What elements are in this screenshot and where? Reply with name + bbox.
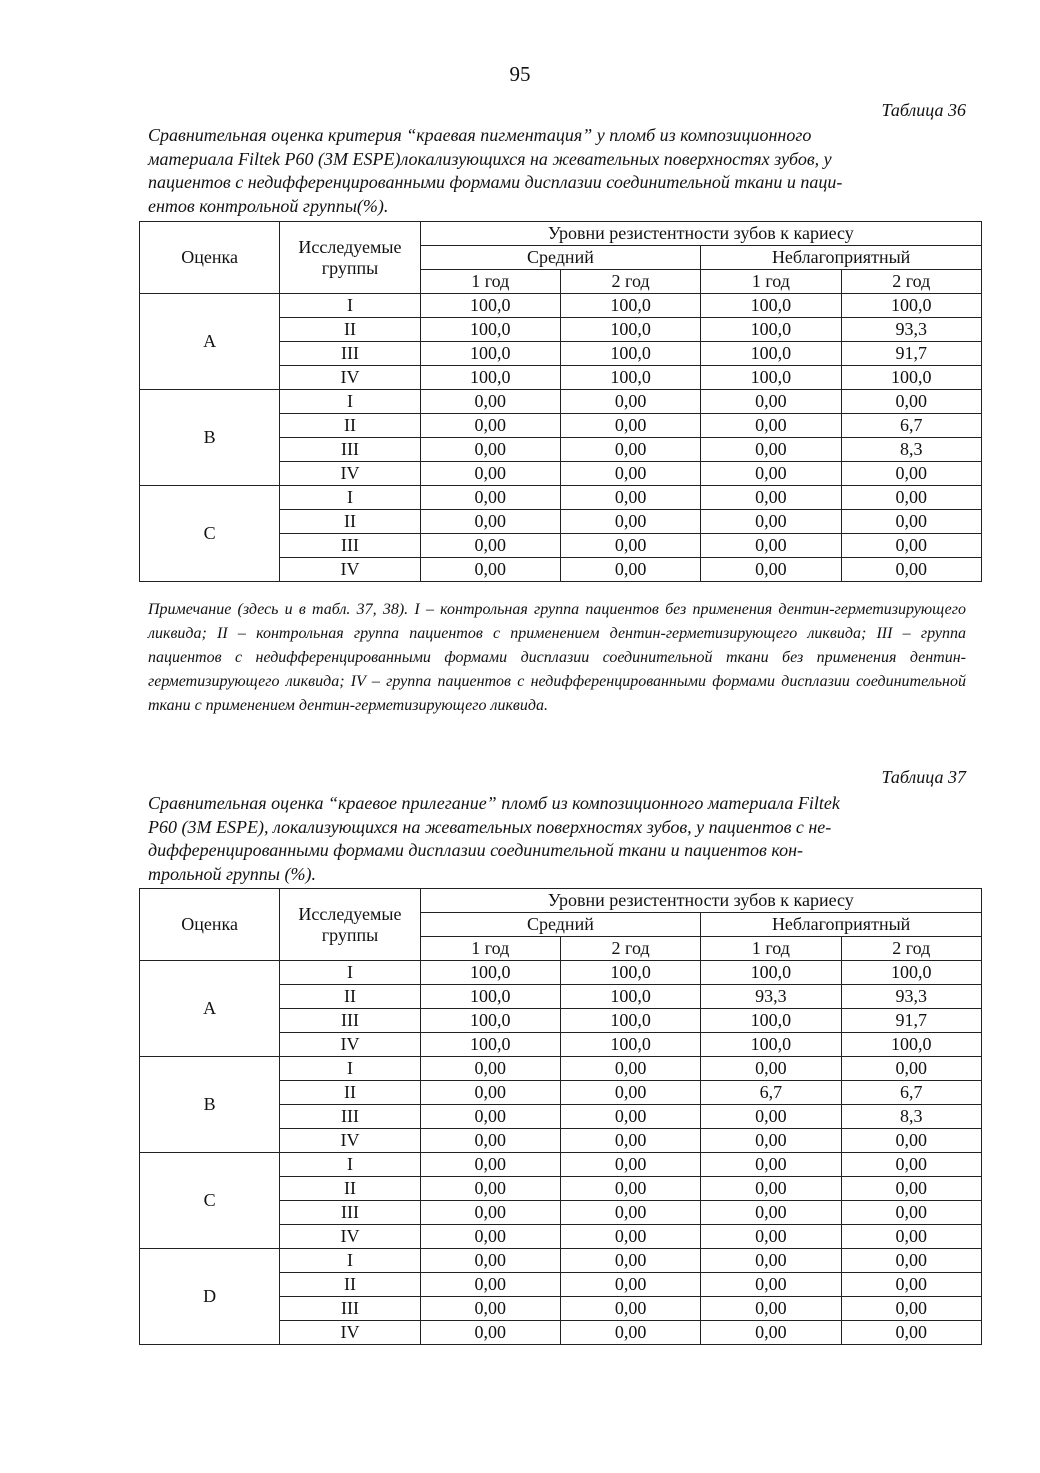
- value-cell: 0,00: [420, 438, 560, 462]
- page-number: 95: [509, 62, 531, 86]
- value-cell: 93,3: [701, 985, 841, 1009]
- table36-label: Таблица 36: [881, 100, 966, 120]
- caption-line: Сравнительная оценка критерия “краевая пигментация” у пломб из композиционного: [148, 125, 812, 145]
- value-cell: 0,00: [420, 1129, 560, 1153]
- value-cell: 0,00: [560, 1129, 700, 1153]
- group-cell: III: [280, 1201, 420, 1225]
- value-cell: 0,00: [701, 534, 841, 558]
- value-cell: 100,0: [841, 1033, 981, 1057]
- value-cell: 0,00: [701, 510, 841, 534]
- value-cell: 100,0: [420, 342, 560, 366]
- grade-cell: B: [140, 390, 280, 486]
- value-cell: 0,00: [420, 1153, 560, 1177]
- group-cell: I: [280, 486, 420, 510]
- value-cell: 0,00: [560, 1201, 700, 1225]
- grade-cell: A: [140, 294, 280, 390]
- value-cell: 6,7: [841, 1081, 981, 1105]
- caption-line: трольной группы (%).: [148, 863, 316, 884]
- group-cell: II: [280, 1273, 420, 1297]
- value-cell: 0,00: [420, 1057, 560, 1081]
- value-cell: 100,0: [841, 961, 981, 985]
- value-cell: 0,00: [420, 1273, 560, 1297]
- table-row: [140, 961, 982, 985]
- value-cell: 0,00: [841, 1225, 981, 1249]
- header-year: 1 год: [420, 270, 560, 294]
- table-row: [140, 294, 982, 318]
- value-cell: 93,3: [841, 985, 981, 1009]
- value-cell: 0,00: [420, 414, 560, 438]
- group-cell: II: [280, 1177, 420, 1201]
- group-cell: III: [280, 342, 420, 366]
- value-cell: 100,0: [701, 366, 841, 390]
- value-cell: 0,00: [560, 1081, 700, 1105]
- value-cell: 8,3: [841, 1105, 981, 1129]
- value-cell: 0,00: [701, 1297, 841, 1321]
- value-cell: 0,00: [841, 1177, 981, 1201]
- value-cell: 0,00: [841, 558, 981, 582]
- value-cell: 0,00: [701, 1129, 841, 1153]
- value-cell: 0,00: [420, 1201, 560, 1225]
- value-cell: 100,0: [420, 318, 560, 342]
- table36-body: [140, 294, 982, 582]
- value-cell: 100,0: [701, 961, 841, 985]
- value-cell: 0,00: [841, 510, 981, 534]
- value-cell: 6,7: [841, 414, 981, 438]
- value-cell: 100,0: [420, 961, 560, 985]
- header-year: 1 год: [701, 937, 841, 961]
- caption-line: P60 (3M ESPE), локализующихся на жевательных поверхностях зубов, у пациентов с не-: [148, 816, 832, 837]
- value-cell: 0,00: [841, 390, 981, 414]
- group-cell: IV: [280, 1033, 420, 1057]
- value-cell: 0,00: [701, 1057, 841, 1081]
- caption-line: Сравнительная оценка “краевое прилегание” пломб из композиционного материала Filtek: [148, 793, 840, 813]
- value-cell: 100,0: [560, 1033, 700, 1057]
- value-cell: 0,00: [420, 1321, 560, 1345]
- table-row: [140, 1249, 982, 1273]
- value-cell: 0,00: [701, 558, 841, 582]
- table-row: [140, 1057, 982, 1081]
- value-cell: 0,00: [560, 1225, 700, 1249]
- table-row: [140, 486, 982, 510]
- value-cell: 0,00: [420, 558, 560, 582]
- grade-cell: C: [140, 486, 280, 582]
- group-cell: II: [280, 1081, 420, 1105]
- caption-line: ентов контрольной группы(%).: [148, 195, 389, 216]
- group-cell: III: [280, 534, 420, 558]
- value-cell: 0,00: [841, 462, 981, 486]
- value-cell: 100,0: [560, 961, 700, 985]
- value-cell: 100,0: [420, 294, 560, 318]
- grade-cell: C: [140, 1153, 280, 1249]
- header-bad: Неблагоприятный: [701, 913, 982, 937]
- group-cell: IV: [280, 366, 420, 390]
- value-cell: 0,00: [420, 1177, 560, 1201]
- value-cell: 0,00: [701, 414, 841, 438]
- value-cell: 100,0: [420, 985, 560, 1009]
- value-cell: 0,00: [560, 1297, 700, 1321]
- header-grade: Оценка: [140, 222, 280, 294]
- value-cell: 0,00: [560, 1273, 700, 1297]
- header-group: Исследуемые группы: [280, 222, 420, 294]
- header-year: 2 год: [560, 937, 700, 961]
- value-cell: 0,00: [841, 1273, 981, 1297]
- table36: [139, 221, 982, 582]
- value-cell: 0,00: [560, 510, 700, 534]
- value-cell: 0,00: [560, 438, 700, 462]
- value-cell: 0,00: [420, 1297, 560, 1321]
- value-cell: 0,00: [841, 1297, 981, 1321]
- value-cell: 0,00: [560, 414, 700, 438]
- value-cell: 0,00: [560, 1321, 700, 1345]
- table-row: [140, 1153, 982, 1177]
- value-cell: 0,00: [841, 1129, 981, 1153]
- header-year: 2 год: [560, 270, 700, 294]
- value-cell: 8,3: [841, 438, 981, 462]
- table37: [139, 888, 982, 1345]
- value-cell: 0,00: [420, 510, 560, 534]
- value-cell: 100,0: [560, 985, 700, 1009]
- group-cell: IV: [280, 558, 420, 582]
- value-cell: 0,00: [701, 1321, 841, 1345]
- group-cell: II: [280, 414, 420, 438]
- header-bad: Неблагоприятный: [701, 246, 982, 270]
- group-cell: I: [280, 390, 420, 414]
- value-cell: 0,00: [420, 486, 560, 510]
- group-cell: II: [280, 318, 420, 342]
- value-cell: 0,00: [560, 558, 700, 582]
- value-cell: 0,00: [701, 390, 841, 414]
- group-cell: II: [280, 510, 420, 534]
- value-cell: 0,00: [560, 1249, 700, 1273]
- header-mid: Средний: [420, 913, 701, 937]
- group-cell: I: [280, 1153, 420, 1177]
- value-cell: 0,00: [560, 1177, 700, 1201]
- value-cell: 100,0: [420, 366, 560, 390]
- value-cell: 0,00: [701, 1105, 841, 1129]
- value-cell: 0,00: [841, 1153, 981, 1177]
- header-levels: Уровни резистентности зубов к кариесу: [420, 222, 981, 246]
- value-cell: 100,0: [420, 1009, 560, 1033]
- value-cell: 0,00: [701, 1249, 841, 1273]
- group-cell: IV: [280, 1129, 420, 1153]
- value-cell: 0,00: [560, 1057, 700, 1081]
- value-cell: 100,0: [560, 1009, 700, 1033]
- group-cell: IV: [280, 462, 420, 486]
- table37-body: [140, 961, 982, 1345]
- value-cell: 100,0: [841, 366, 981, 390]
- group-cell: I: [280, 1057, 420, 1081]
- value-cell: 0,00: [420, 1225, 560, 1249]
- value-cell: 100,0: [560, 294, 700, 318]
- group-cell: I: [280, 961, 420, 985]
- table37-label: Таблица 37: [881, 767, 966, 787]
- value-cell: 0,00: [420, 1081, 560, 1105]
- value-cell: 100,0: [701, 318, 841, 342]
- value-cell: 100,0: [701, 1033, 841, 1057]
- caption-line: материала Filtek P60 (3M ESPE)локализующихся на жевательных поверхностях зубов, у: [148, 148, 832, 169]
- value-cell: 0,00: [420, 1105, 560, 1129]
- table36-caption: [148, 124, 966, 218]
- header-group: Исследуемые группы: [280, 889, 420, 961]
- value-cell: 100,0: [560, 318, 700, 342]
- value-cell: 0,00: [560, 462, 700, 486]
- value-cell: 0,00: [420, 1249, 560, 1273]
- value-cell: 100,0: [701, 1009, 841, 1033]
- group-cell: IV: [280, 1321, 420, 1345]
- value-cell: 0,00: [560, 534, 700, 558]
- group-cell: III: [280, 1297, 420, 1321]
- value-cell: 100,0: [560, 342, 700, 366]
- grade-cell: D: [140, 1249, 280, 1345]
- value-cell: 0,00: [560, 1105, 700, 1129]
- value-cell: 100,0: [560, 366, 700, 390]
- value-cell: 91,7: [841, 342, 981, 366]
- group-cell: I: [280, 1249, 420, 1273]
- table36-note: Примечание (здесь и в табл. 37, 38). I – контрольная группа пациентов без применения дентин-герметизирующего ликвида; II – контрольная группа пациентов с применением дентин-герметизирующего ликвида; III – группа пациентов с недифференцированными формами дисплазии соединительной ткани без применения дентин-герметизирующего ликвида; IV – группа пациентов с недифференцированными формами дисплазии соединительной ткани с применением дентин-герметизирующего ликвида.: [148, 601, 966, 714]
- group-cell: IV: [280, 1225, 420, 1249]
- table37-caption: [148, 792, 966, 886]
- header-year: 1 год: [420, 937, 560, 961]
- value-cell: 0,00: [841, 1201, 981, 1225]
- header-mid: Средний: [420, 246, 701, 270]
- value-cell: 6,7: [701, 1081, 841, 1105]
- value-cell: 0,00: [420, 462, 560, 486]
- group-cell: I: [280, 294, 420, 318]
- value-cell: 93,3: [841, 318, 981, 342]
- group-cell: III: [280, 1009, 420, 1033]
- header-year: 1 год: [701, 270, 841, 294]
- group-cell: III: [280, 1105, 420, 1129]
- group-cell: III: [280, 438, 420, 462]
- value-cell: 0,00: [701, 462, 841, 486]
- value-cell: 0,00: [701, 1177, 841, 1201]
- value-cell: 0,00: [560, 1153, 700, 1177]
- value-cell: 0,00: [420, 534, 560, 558]
- group-cell: II: [280, 985, 420, 1009]
- header-levels: Уровни резистентности зубов к кариесу: [420, 889, 981, 913]
- value-cell: 0,00: [701, 486, 841, 510]
- table-row: [140, 390, 982, 414]
- value-cell: 0,00: [841, 1249, 981, 1273]
- value-cell: 0,00: [701, 1201, 841, 1225]
- value-cell: 0,00: [701, 438, 841, 462]
- value-cell: 100,0: [841, 294, 981, 318]
- grade-cell: A: [140, 961, 280, 1057]
- grade-cell: B: [140, 1057, 280, 1153]
- value-cell: 0,00: [841, 1321, 981, 1345]
- value-cell: 91,7: [841, 1009, 981, 1033]
- value-cell: 0,00: [841, 486, 981, 510]
- header-year: 2 год: [841, 270, 981, 294]
- value-cell: 0,00: [701, 1153, 841, 1177]
- value-cell: 0,00: [701, 1225, 841, 1249]
- value-cell: 0,00: [841, 1057, 981, 1081]
- value-cell: 0,00: [560, 390, 700, 414]
- caption-line: дифференцированными формами дисплазии соединительной ткани и пациентов кон-: [148, 840, 804, 860]
- value-cell: 0,00: [841, 534, 981, 558]
- header-grade: Оценка: [140, 889, 280, 961]
- caption-line: пациентов с недифференцированными формами дисплазии соединительной ткани и паци-: [148, 172, 843, 192]
- value-cell: 100,0: [701, 294, 841, 318]
- value-cell: 100,0: [420, 1033, 560, 1057]
- value-cell: 0,00: [560, 486, 700, 510]
- value-cell: 0,00: [420, 390, 560, 414]
- value-cell: 0,00: [701, 1273, 841, 1297]
- value-cell: 100,0: [701, 342, 841, 366]
- header-year: 2 год: [841, 937, 981, 961]
